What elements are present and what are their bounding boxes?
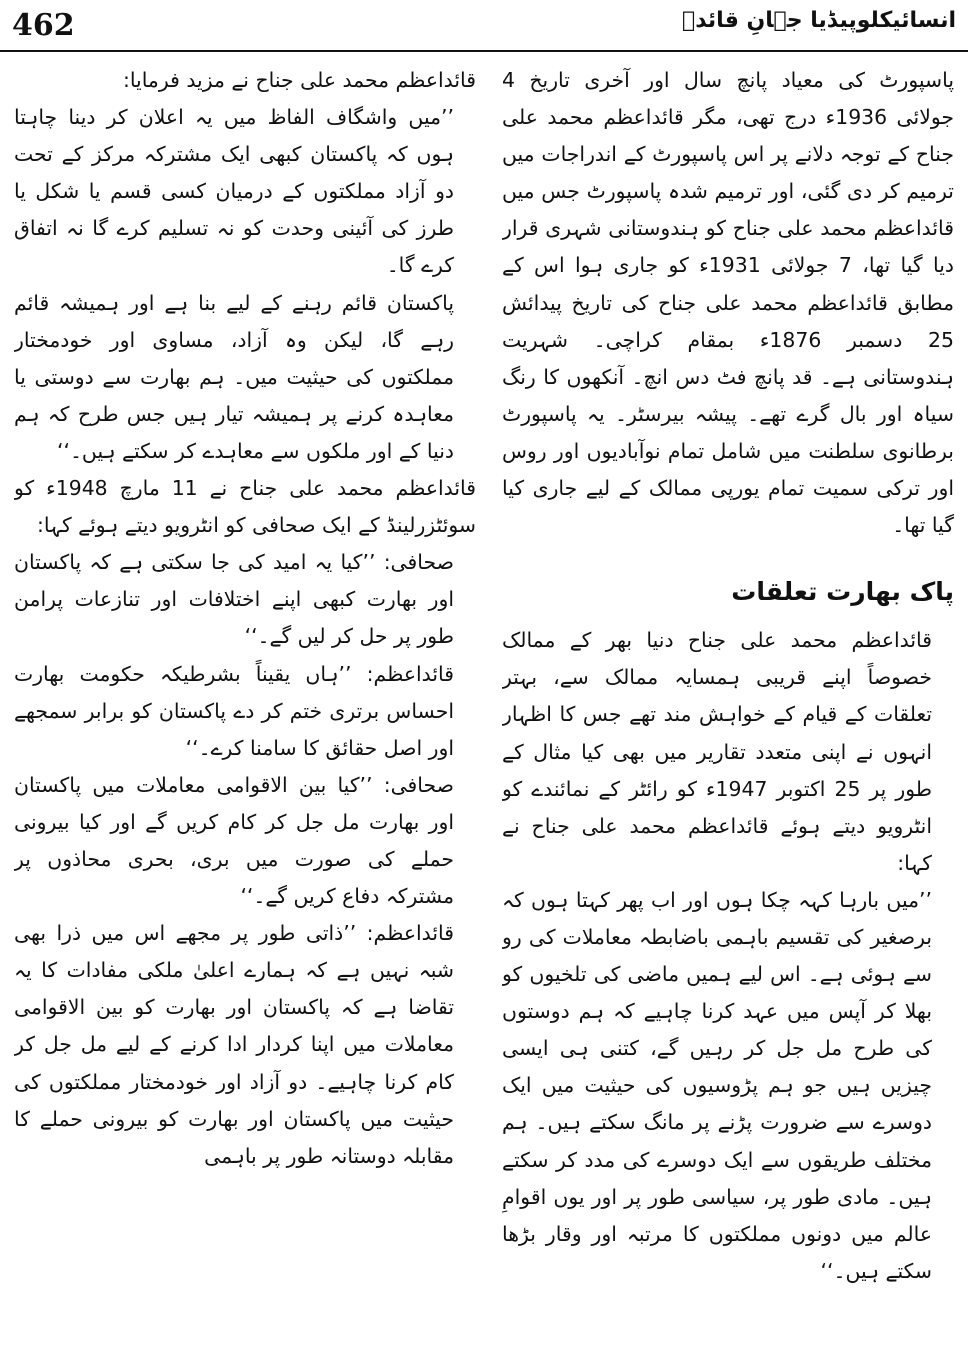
quote-paragraph-2: پاکستان قائم رہنے کے لیے بنا ہے اور ہمیشہ قائم رہے گا، لیکن وہ آزاد، مساوی اور خودمختار مملکتوں کی حیثیت میں۔ ہم بھارت سے دوستی یا معاہدہ کرنے پر ہمیشہ تیار ہیں جس طرح کہ ہم دنیا کے اور ملکوں سے معاہدے کر سکتے ہیں۔‘‘ xyxy=(14,290,454,463)
section-heading: پاک بھارت تعلقات xyxy=(731,577,954,607)
passport-paragraph: پاسپورٹ کی معیاد پانچ سال اور آخری تاریخ 4 جولائی 1936ء درج تھی، مگر قائداعظم محمد علی جناح کے توجہ دلانے پر اس پاسپورٹ کے اندراجات میں ترمیم کر دی گئی، اور ترمیم شدہ پاسپورٹ جس میں قائداعظم محمد علی جناح کو ہندوستانی شہری قرار دیا گیا تھا، 7 جولائی 1931ء کو جاری ہوا اس کے مطابق قائداعظم محمد علی جناح کی تاریخ پیدائش 25 دسمبر 1876ء بمقام کراچی۔ شہریت ہندوستانی ہے۔ قد پانچ فٹ دس انچ۔ آنکھوں کا رنگ سیاہ اور بال گرے تھے۔ پیشہ بیرسٹر۔ یہ پاسپورٹ برطانوی سلطنت میں شامل تمام نوآبادیوں اور روس اور ترکی سمیت تمام یورپی ممالک کے لیے جاری کیا گیا تھا۔ xyxy=(502,68,954,538)
left-column xyxy=(14,62,476,1352)
quaid-answer-2: قائداعظم: ’’ذاتی طور پر مجھے اس میں ذرا بھی شبہ نہیں ہے کہ ہمارے اعلیٰ ملکی مفادات کا یہ تقاضا ہے کہ پاکستان اور بھارت کو بین الاقوامی معاملات میں اپنا کردار ادا کرنے کے لیے مل جل کر کام کرنا چاہیے۔ دو آزاد اور خودمختار مملکتوں کی حیثیت میں پاکستان اور بھارت کو بیرونی حملے کا مقابلہ دوستانہ طور پر باہمی xyxy=(14,921,454,1168)
relations-paragraph: قائداعظم محمد علی جناح دنیا بھر کے ممالک خصوصاً اپنے قریبی ہمسایہ ممالک سے، بہتر تعلقات کے قیام کے خواہش مند تھے جس کا اظہار انہوں نے اپنی متعدد تقاریر میں بھی کیا مثال کے طور پر 25 اکتوبر 1947ء کو رائٹر کے نمائندے کو انٹرویو دیتے ہوئے قائداعظم محمد علی جناح نے کہا: xyxy=(502,628,932,875)
journalist-question-2: صحافی: ’’کیا بین الاقوامی معاملات میں پاکستان اور بھارت مل جل کر کام کریں گے اور کیا بیرونی حملے کی صورت میں بری، بحری محاذوں پر مشترکہ دفاع کریں گے۔‘‘ xyxy=(14,772,454,909)
intro-line: قائداعظم محمد علی جناح نے مزید فرمایا: xyxy=(122,68,476,92)
running-title: انسائیکلوپیڈیا جہانِ قائدؒ xyxy=(682,8,956,33)
interview-intro: قائداعظم محمد علی جناح نے 11 مارچ 1948ء کو سوئٹزرلینڈ کے ایک صحافی کو انٹرویو دیتے ہوئے کہا: xyxy=(14,476,476,538)
right-column xyxy=(502,62,954,1352)
quote-paragraph: ’’میں بارہا کہہ چکا ہوں اور اب پھر کہتا ہوں کہ برصغیر کی تقسیم باہمی باضابطہ معاملات کی رو سے ہوئی ہے۔ اس لیے ہمیں ماضی کی تلخیوں کو بھلا کر آپس میں عہد کرنا چاہیے کہ ہم دوستوں کی طرح مل جل کر رہیں گے، کتنی ہی ایسی چیزیں ہیں جو ہم پڑوسیوں کی حیثیت میں ایک دوسرے سے ضرورت پڑنے پر مانگ سکتے ہیں۔ ہم مختلف طریقوں سے ایک دوسرے کی مدد کر سکتے ہیں۔ مادی طور پر، سیاسی طور پر اور یوں اقوامِ عالم میں دونوں مملکتوں کا مرتبہ اور وقار بڑھا سکتے ہیں۔‘‘ xyxy=(502,887,932,1283)
page-header xyxy=(0,0,968,52)
journalist-question-1: صحافی: ’’کیا یہ امید کی جا سکتی ہے کہ پاکستان اور بھارت کبھی اپنے اختلافات اور تنازعات پرامن طور پر حل کر لیں گے۔‘‘ xyxy=(14,550,454,649)
quaid-answer-1: قائداعظم: ’’ہاں یقیناً بشرطیکہ حکومت بھارت احساس برتری ختم کر دے پاکستان کو برابر سمجھے اور اصل حقائق کا سامنا کرے۔‘‘ xyxy=(14,661,454,760)
quote-paragraph-1: ’’میں واشگاف الفاظ میں یہ اعلان کر دینا چاہتا ہوں کہ پاکستان کبھی ایک مشترکہ مرکز کے تحت دو آزاد مملکتوں کے درمیان کسی قسم یا شکل یا طرز کی آئینی وحدت کو نہ تسلیم کرے گا نہ اتفاق کرے گا۔ xyxy=(14,105,454,278)
page-number: 462 xyxy=(12,8,75,43)
